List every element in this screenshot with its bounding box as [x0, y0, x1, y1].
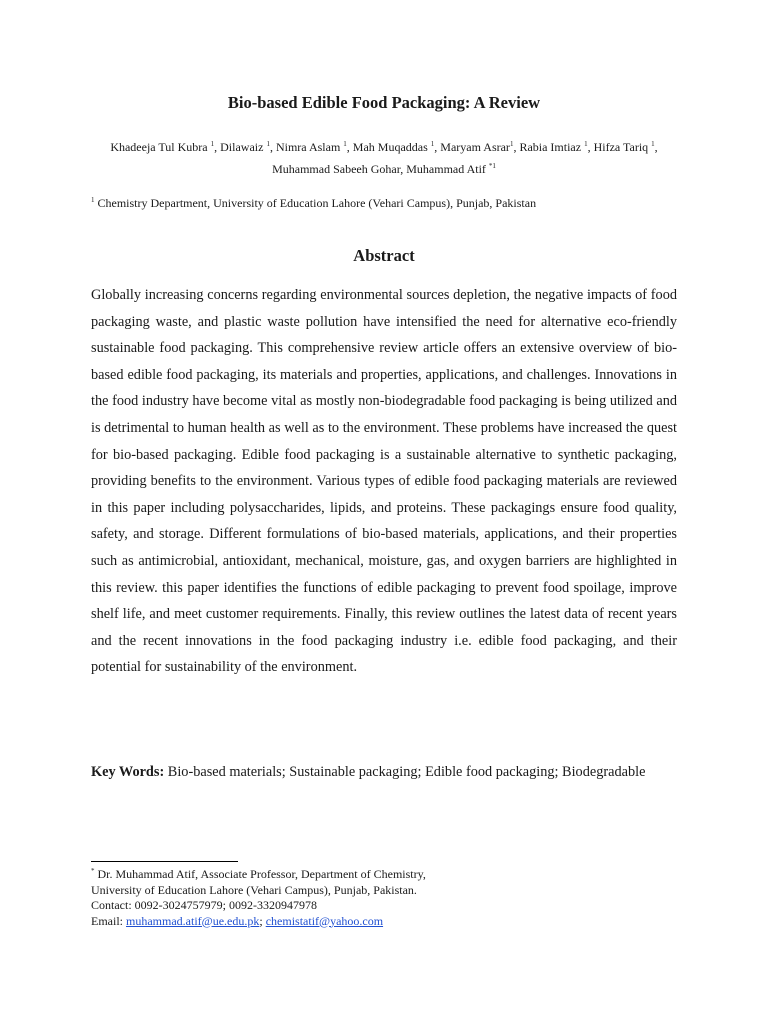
paper-title: Bio-based Edible Food Packaging: A Review [227, 93, 541, 112]
author-name: Khadeeja Tul Kubra [110, 140, 208, 154]
affiliation-marker: 1 [584, 140, 588, 148]
affiliation-text: Chemistry Department, University of Education Lahore (Vehari Campus), Punjab, Pakistan [97, 196, 537, 210]
abstract-body: Globally increasing concerns regarding environmental sources depletion, the negative impacts of food packaging waste, and plastic waste pollution have intensified the need for alternative eco-friendly sustainable food packaging. This comprehensive review article offers an extensive overview of bio-based edible food packaging, its materials and properties, applications, and challenges. Innovations in the food industry have become vital as mostly non-biodegradable food packaging is being utilized and is detrimental to human health as well as to the environment. These problems have increased the quest for bio-based packaging. Edible food packaging is a sustainable alternative to synthetic packaging, providing benefits to the environment. Various types of edible food packaging materials are reviewed in this paper including polysaccharides, lipids, and proteins. These packagings ensure food quality, safety, and storage. Different formulations of bio-based materials, applications, and their properties such as antimicrobial, antioxidant, mechanical, moisture, gas, and oxygen barriers are highlighted in this review. this paper identifies the functions of edible packaging to prevent food spoilage, improve shelf life, and meet customer requirements. Finally, this review outlines the latest data of recent years and the recent innovations in the food packaging industry i.e. edible food packaging, and their potential for sustainability of the environment. [91, 287, 677, 676]
keywords-label: Key Words: [91, 764, 165, 780]
corresponding-marker: *1 [488, 162, 496, 170]
affiliation [91, 196, 536, 211]
email-link-1[interactable]: muhammad.atif@ue.edu.pk [126, 913, 260, 928]
affiliation-marker: 1 [343, 140, 347, 148]
author-name: Hifza Tariq [593, 140, 649, 154]
footnote-line-2: University of Education Lahore (Vehari Campus), Punjab, Pakistan. [91, 882, 417, 897]
author-list [60, 136, 708, 180]
footnote [91, 867, 426, 929]
author-name: Nimra Aslam [275, 140, 341, 154]
author-name: Dilawaiz [220, 140, 264, 154]
affiliation-marker: 1 [210, 140, 215, 148]
author-line-1: Khadeeja Tul Kubra $^1$, Dilawaiz $^1$, Nimra Aslam $^1$, Mah Muqaddas $^1$, Maryam Asrar$^1$, Rabia Imtiaz $^1$, Hifza Tariq $^1$, [110, 140, 658, 154]
footnote-email-line: Email: muhammad.atif@ue.edu.pk; chemistatif@yahoo.com [91, 913, 384, 928]
author-name: Mah Muqaddas [352, 140, 428, 154]
affiliation-marker: 1 [266, 140, 270, 148]
author-line-2: Muhammad Sabeeh Gohar, Muhammad Atif $^{*1}$ [272, 162, 496, 176]
keywords-text: Bio-based materials; Sustainable packaging; Edible food packaging; Biodegradable [167, 764, 646, 780]
abstract-heading: Abstract [353, 246, 415, 265]
email-link-2[interactable]: chemistatif@yahoo.com [265, 913, 384, 928]
affiliation-marker: 1 [509, 140, 514, 148]
author-name: Muhammad Sabeeh Gohar [272, 162, 401, 176]
affiliation-marker: 1 [651, 140, 655, 148]
keywords [91, 764, 645, 781]
author-name: Rabia Imtiaz [519, 140, 582, 154]
corresponding-author-name: Muhammad Atif [406, 162, 486, 176]
footnote-rule [91, 861, 238, 862]
affiliation-marker: 1 [91, 196, 95, 204]
author-name: Maryam Asrar [440, 140, 510, 154]
email-label: Email: [91, 913, 123, 928]
footnote-line-1: * Dr. Muhammad Atif, Associate Professor, Department of Chemistry, [91, 867, 426, 881]
footnote-line-3: Contact: 0092-3024757979; 0092-3320947978 [91, 898, 317, 912]
affiliation-marker: 1 [430, 140, 435, 148]
footnote-marker: * [91, 867, 95, 875]
